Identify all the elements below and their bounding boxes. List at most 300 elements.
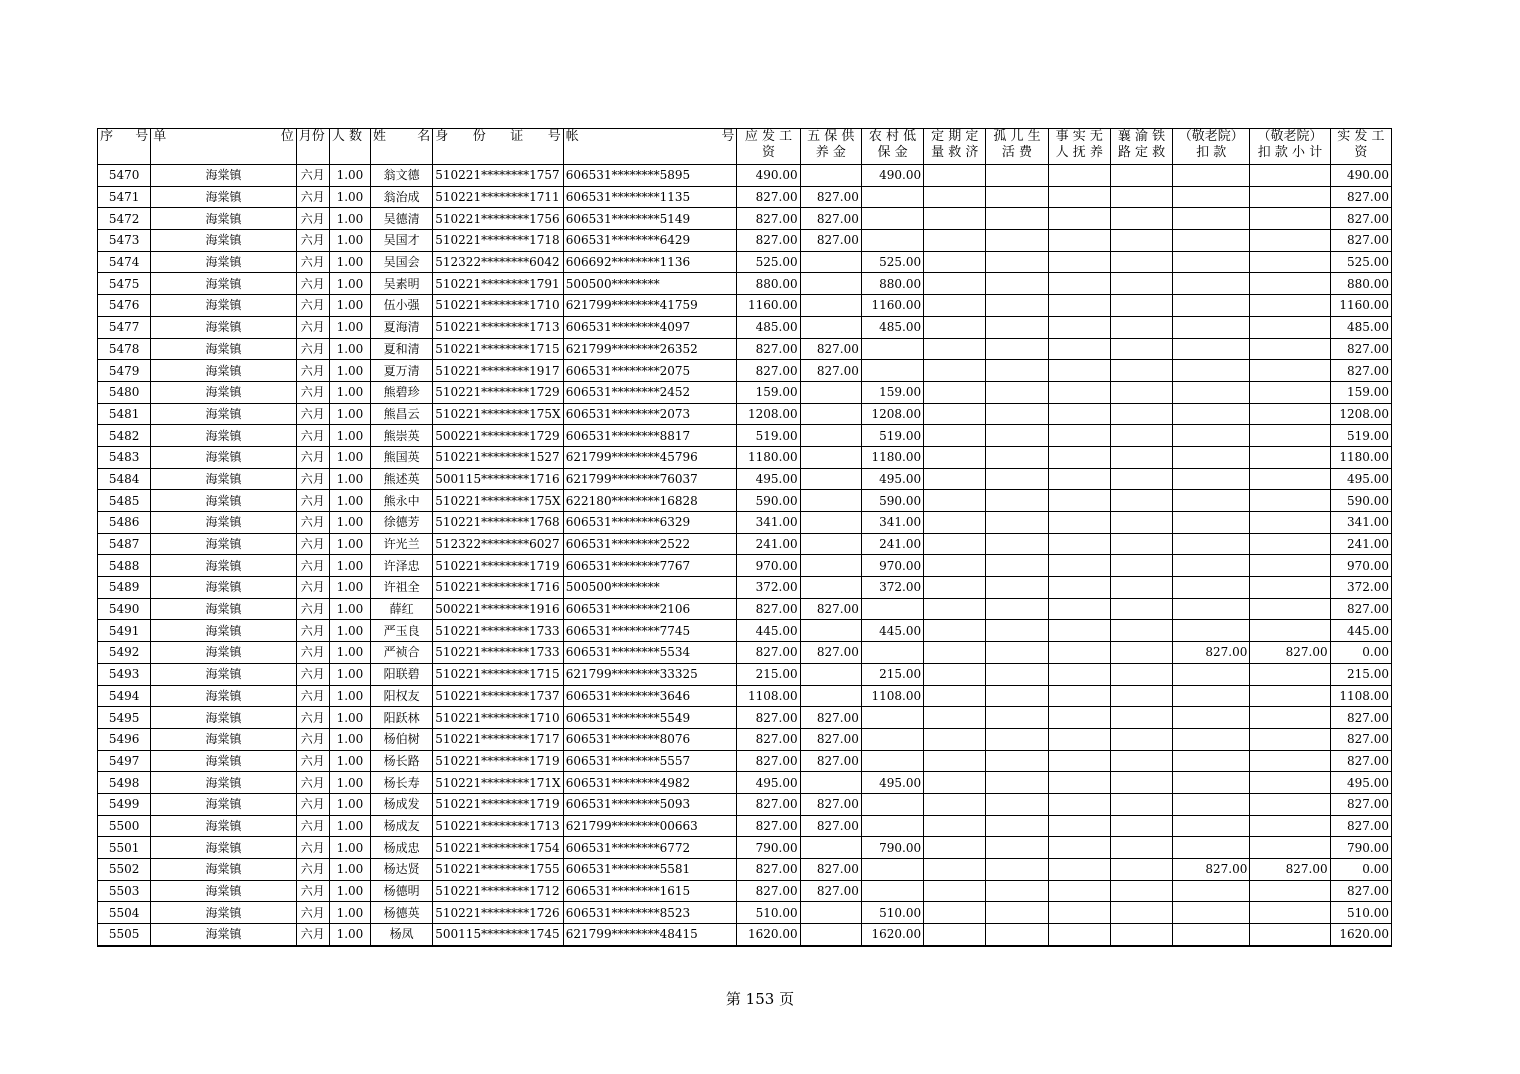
table-row: [98, 663, 1392, 685]
cell-net: 827.00: [1330, 880, 1391, 902]
cell-name: 杨长路: [371, 750, 433, 772]
cell-net: 1620.00: [1330, 924, 1391, 946]
cell-month: 六月: [296, 403, 329, 425]
cell-wubao: 827.00: [800, 338, 861, 360]
cell-idcard: 510221********1757: [433, 165, 564, 187]
cell-unit: 海棠镇: [151, 750, 297, 772]
cell-idcard: 510221********1717: [433, 728, 564, 750]
cell-due: 880.00: [737, 273, 800, 295]
cell-idcard: 510221********1719: [433, 750, 564, 772]
header-row: [98, 129, 1392, 165]
cell-jl-sub: [1250, 338, 1330, 360]
cell-jl-sub: [1250, 295, 1330, 317]
cell-shishi: [1048, 446, 1110, 468]
cell-dingqi: [924, 533, 986, 555]
cell-seq: 5497: [98, 750, 151, 772]
table-row: [98, 620, 1392, 642]
cell-unit: 海棠镇: [151, 468, 297, 490]
cell-shishi: [1048, 642, 1110, 664]
cell-month: 六月: [296, 316, 329, 338]
cell-shishi: [1048, 490, 1110, 512]
table-row: [98, 295, 1392, 317]
cell-wubao: 827.00: [800, 360, 861, 382]
cell-seq: 5501: [98, 837, 151, 859]
cell-unit: 海棠镇: [151, 316, 297, 338]
cell-seq: 5505: [98, 924, 151, 946]
cell-shishi: [1048, 685, 1110, 707]
cell-wubao: [800, 251, 861, 273]
cell-jl-kou: [1173, 772, 1250, 794]
cell-orphan: [986, 815, 1048, 837]
cell-xiangyu: [1110, 685, 1172, 707]
cell-account: 606531********2106: [563, 598, 737, 620]
cell-net: 827.00: [1330, 707, 1391, 729]
table-row: [98, 707, 1392, 729]
cell-dingqi: [924, 273, 986, 295]
cell-shishi: [1048, 707, 1110, 729]
cell-jl-sub: [1250, 663, 1330, 685]
cell-account: 606531********2452: [563, 381, 737, 403]
cell-seq: 5471: [98, 186, 151, 208]
cell-month: 六月: [296, 273, 329, 295]
cell-count: 1.00: [329, 165, 370, 187]
cell-count: 1.00: [329, 425, 370, 447]
cell-unit: 海棠镇: [151, 555, 297, 577]
cell-account: 606531********5557: [563, 750, 737, 772]
cell-orphan: [986, 338, 1048, 360]
table-row: [98, 230, 1392, 252]
cell-xiangyu: [1110, 468, 1172, 490]
cell-wubao: [800, 381, 861, 403]
cell-shishi: [1048, 533, 1110, 555]
cell-net: 1180.00: [1330, 446, 1391, 468]
cell-jl-sub: [1250, 316, 1330, 338]
cell-dingqi: [924, 642, 986, 664]
cell-net: 590.00: [1330, 490, 1391, 512]
cell-orphan: [986, 750, 1048, 772]
cell-due: 495.00: [737, 468, 800, 490]
cell-idcard: 510221********1733: [433, 642, 564, 664]
cell-dingqi: [924, 772, 986, 794]
cell-shishi: [1048, 880, 1110, 902]
cell-jl-sub: [1250, 577, 1330, 599]
cell-shishi: [1048, 165, 1110, 187]
cell-orphan: [986, 728, 1048, 750]
cell-dibao: [861, 880, 923, 902]
cell-jl-kou: [1173, 902, 1250, 924]
cell-due: 827.00: [737, 230, 800, 252]
cell-unit: 海棠镇: [151, 251, 297, 273]
cell-dibao: 490.00: [861, 165, 923, 187]
cell-unit: 海棠镇: [151, 533, 297, 555]
cell-dibao: [861, 360, 923, 382]
cell-dingqi: [924, 577, 986, 599]
cell-wubao: 827.00: [800, 230, 861, 252]
cell-net: 1108.00: [1330, 685, 1391, 707]
cell-month: 六月: [296, 208, 329, 230]
cell-jl-kou: [1173, 186, 1250, 208]
cell-name: 严祯合: [371, 642, 433, 664]
cell-month: 六月: [296, 815, 329, 837]
cell-net: 372.00: [1330, 577, 1391, 599]
cell-idcard: 510221********1737: [433, 685, 564, 707]
cell-name: 翁文德: [371, 165, 433, 187]
cell-shishi: [1048, 837, 1110, 859]
cell-jl-kou: [1173, 338, 1250, 360]
cell-due: 1208.00: [737, 403, 800, 425]
cell-jl-kou: [1173, 403, 1250, 425]
cell-count: 1.00: [329, 490, 370, 512]
cell-dibao: [861, 186, 923, 208]
cell-dibao: [861, 793, 923, 815]
cell-dibao: 495.00: [861, 772, 923, 794]
cell-unit: 海棠镇: [151, 685, 297, 707]
cell-dibao: 495.00: [861, 468, 923, 490]
cell-idcard: 510221********1756: [433, 208, 564, 230]
cell-jl-sub: [1250, 707, 1330, 729]
cell-unit: 海棠镇: [151, 512, 297, 534]
cell-dibao: [861, 859, 923, 881]
cell-unit: 海棠镇: [151, 446, 297, 468]
cell-due: 827.00: [737, 707, 800, 729]
cell-shishi: [1048, 403, 1110, 425]
cell-unit: 海棠镇: [151, 728, 297, 750]
cell-net: 241.00: [1330, 533, 1391, 555]
cell-net: 827.00: [1330, 186, 1391, 208]
cell-net: 827.00: [1330, 598, 1391, 620]
cell-name: 杨长寿: [371, 772, 433, 794]
cell-count: 1.00: [329, 186, 370, 208]
cell-dibao: [861, 728, 923, 750]
cell-account: 621799********41759: [563, 295, 737, 317]
cell-xiangyu: [1110, 837, 1172, 859]
cell-jl-sub: [1250, 230, 1330, 252]
cell-idcard: 510221********175X: [433, 490, 564, 512]
cell-dingqi: [924, 685, 986, 707]
cell-dingqi: [924, 446, 986, 468]
cell-dibao: 1108.00: [861, 685, 923, 707]
cell-month: 六月: [296, 446, 329, 468]
cell-jl-sub: [1250, 598, 1330, 620]
cell-wubao: [800, 555, 861, 577]
cell-due: 827.00: [737, 208, 800, 230]
cell-month: 六月: [296, 620, 329, 642]
cell-idcard: 510221********1726: [433, 902, 564, 924]
cell-dingqi: [924, 598, 986, 620]
cell-net: 519.00: [1330, 425, 1391, 447]
table-row: [98, 490, 1392, 512]
cell-unit: 海棠镇: [151, 663, 297, 685]
cell-net: 495.00: [1330, 468, 1391, 490]
cell-idcard: 510221********1712: [433, 880, 564, 902]
cell-count: 1.00: [329, 381, 370, 403]
table-row: [98, 360, 1392, 382]
cell-xiangyu: [1110, 859, 1172, 881]
cell-month: 六月: [296, 750, 329, 772]
cell-unit: 海棠镇: [151, 403, 297, 425]
cell-account: 621799********33325: [563, 663, 737, 685]
cell-dibao: 341.00: [861, 512, 923, 534]
table-row: [98, 577, 1392, 599]
cell-xiangyu: [1110, 165, 1172, 187]
cell-idcard: 512322********6027: [433, 533, 564, 555]
cell-jl-kou: [1173, 208, 1250, 230]
cell-account: 606531********1615: [563, 880, 737, 902]
cell-month: 六月: [296, 728, 329, 750]
cell-jl-sub: [1250, 685, 1330, 707]
cell-idcard: 510221********1715: [433, 663, 564, 685]
cell-jl-sub: [1250, 555, 1330, 577]
cell-count: 1.00: [329, 512, 370, 534]
cell-unit: 海棠镇: [151, 381, 297, 403]
cell-orphan: [986, 468, 1048, 490]
cell-orphan: [986, 533, 1048, 555]
cell-name: 杨成发: [371, 793, 433, 815]
cell-idcard: 510221********1733: [433, 620, 564, 642]
cell-account: 606531********8076: [563, 728, 737, 750]
cell-count: 1.00: [329, 924, 370, 946]
cell-account: 606531********1135: [563, 186, 737, 208]
cell-unit: 海棠镇: [151, 793, 297, 815]
cell-jl-sub: [1250, 186, 1330, 208]
cell-net: 1160.00: [1330, 295, 1391, 317]
cell-wubao: [800, 837, 861, 859]
cell-wubao: [800, 902, 861, 924]
cell-account: 606531********3646: [563, 685, 737, 707]
table-row: [98, 555, 1392, 577]
cell-name: 杨凤: [371, 924, 433, 946]
cell-xiangyu: [1110, 381, 1172, 403]
cell-account: 606531********4982: [563, 772, 737, 794]
cell-xiangyu: [1110, 186, 1172, 208]
cell-wubao: 827.00: [800, 707, 861, 729]
cell-dingqi: [924, 468, 986, 490]
cell-name: 熊碧珍: [371, 381, 433, 403]
cell-name: 许祖全: [371, 577, 433, 599]
cell-unit: 海棠镇: [151, 295, 297, 317]
payroll-table: [97, 128, 1392, 947]
header-dingqi: 定 期 定 量 救 济: [924, 129, 986, 165]
cell-dingqi: [924, 793, 986, 815]
cell-jl-kou: [1173, 685, 1250, 707]
cell-orphan: [986, 381, 1048, 403]
cell-seq: 5494: [98, 685, 151, 707]
cell-account: 606531********2073: [563, 403, 737, 425]
cell-net: 159.00: [1330, 381, 1391, 403]
cell-name: 夏海清: [371, 316, 433, 338]
cell-jl-kou: [1173, 316, 1250, 338]
table-row: [98, 208, 1392, 230]
cell-due: 827.00: [737, 186, 800, 208]
cell-jl-kou: [1173, 663, 1250, 685]
cell-wubao: [800, 165, 861, 187]
cell-wubao: 827.00: [800, 642, 861, 664]
cell-idcard: 500221********1916: [433, 598, 564, 620]
table-row: [98, 902, 1392, 924]
cell-account: 606531********5895: [563, 165, 737, 187]
header-seq: 序 号: [98, 129, 151, 165]
cell-name: 杨达贤: [371, 859, 433, 881]
cell-count: 1.00: [329, 642, 370, 664]
cell-unit: 海棠镇: [151, 360, 297, 382]
cell-dingqi: [924, 902, 986, 924]
cell-month: 六月: [296, 642, 329, 664]
cell-wubao: 827.00: [800, 208, 861, 230]
cell-shishi: [1048, 663, 1110, 685]
table-row: [98, 425, 1392, 447]
cell-jl-kou: [1173, 468, 1250, 490]
cell-month: 六月: [296, 663, 329, 685]
cell-net: 510.00: [1330, 902, 1391, 924]
cell-jl-sub: [1250, 750, 1330, 772]
cell-orphan: [986, 837, 1048, 859]
cell-idcard: 510221********1715: [433, 338, 564, 360]
table-row: [98, 381, 1392, 403]
cell-month: 六月: [296, 360, 329, 382]
cell-due: 525.00: [737, 251, 800, 273]
cell-net: 495.00: [1330, 772, 1391, 794]
cell-unit: 海棠镇: [151, 338, 297, 360]
table-row: [98, 251, 1392, 273]
cell-count: 1.00: [329, 533, 370, 555]
cell-month: 六月: [296, 338, 329, 360]
cell-seq: 5489: [98, 577, 151, 599]
cell-count: 1.00: [329, 685, 370, 707]
cell-due: 827.00: [737, 642, 800, 664]
cell-xiangyu: [1110, 793, 1172, 815]
cell-orphan: [986, 772, 1048, 794]
cell-dibao: 1620.00: [861, 924, 923, 946]
cell-account: 606531********7767: [563, 555, 737, 577]
table-row: [98, 837, 1392, 859]
cell-orphan: [986, 273, 1048, 295]
cell-orphan: [986, 663, 1048, 685]
cell-due: 372.00: [737, 577, 800, 599]
cell-net: 827.00: [1330, 750, 1391, 772]
cell-seq: 5478: [98, 338, 151, 360]
cell-jl-kou: [1173, 360, 1250, 382]
cell-xiangyu: [1110, 924, 1172, 946]
cell-idcard: 510221********175X: [433, 403, 564, 425]
cell-net: 970.00: [1330, 555, 1391, 577]
cell-name: 熊国英: [371, 446, 433, 468]
cell-net: 525.00: [1330, 251, 1391, 273]
cell-orphan: [986, 924, 1048, 946]
cell-wubao: [800, 446, 861, 468]
cell-name: 杨成忠: [371, 837, 433, 859]
cell-month: 六月: [296, 598, 329, 620]
cell-unit: 海棠镇: [151, 598, 297, 620]
cell-jl-kou: [1173, 251, 1250, 273]
cell-jl-kou: [1173, 598, 1250, 620]
cell-xiangyu: [1110, 663, 1172, 685]
cell-xiangyu: [1110, 620, 1172, 642]
cell-month: 六月: [296, 381, 329, 403]
cell-count: 1.00: [329, 208, 370, 230]
cell-seq: 5480: [98, 381, 151, 403]
cell-name: 阳跃林: [371, 707, 433, 729]
cell-dingqi: [924, 859, 986, 881]
cell-shishi: [1048, 338, 1110, 360]
cell-dibao: 445.00: [861, 620, 923, 642]
cell-idcard: 500115********1745: [433, 924, 564, 946]
cell-jl-sub: [1250, 772, 1330, 794]
cell-idcard: 510221********1755: [433, 859, 564, 881]
cell-orphan: [986, 295, 1048, 317]
cell-orphan: [986, 577, 1048, 599]
cell-orphan: [986, 186, 1048, 208]
cell-jl-sub: [1250, 403, 1330, 425]
table-row: [98, 165, 1392, 187]
cell-dibao: 1208.00: [861, 403, 923, 425]
cell-xiangyu: [1110, 360, 1172, 382]
cell-shishi: [1048, 468, 1110, 490]
cell-idcard: 510221********1719: [433, 793, 564, 815]
cell-unit: 海棠镇: [151, 707, 297, 729]
cell-due: 1620.00: [737, 924, 800, 946]
cell-due: 827.00: [737, 793, 800, 815]
cell-jl-sub: [1250, 902, 1330, 924]
cell-orphan: [986, 642, 1048, 664]
cell-month: 六月: [296, 924, 329, 946]
cell-shishi: [1048, 425, 1110, 447]
table-row: [98, 338, 1392, 360]
cell-jl-kou: [1173, 620, 1250, 642]
cell-account: 621799********76037: [563, 468, 737, 490]
cell-idcard: 510221********1729: [433, 381, 564, 403]
cell-count: 1.00: [329, 598, 370, 620]
table-row: [98, 772, 1392, 794]
cell-due: 1180.00: [737, 446, 800, 468]
cell-unit: 海棠镇: [151, 230, 297, 252]
cell-month: 六月: [296, 772, 329, 794]
cell-seq: 5487: [98, 533, 151, 555]
cell-seq: 5479: [98, 360, 151, 382]
cell-net: 485.00: [1330, 316, 1391, 338]
cell-due: 495.00: [737, 772, 800, 794]
cell-xiangyu: [1110, 230, 1172, 252]
cell-orphan: [986, 598, 1048, 620]
cell-jl-kou: [1173, 750, 1250, 772]
cell-dingqi: [924, 230, 986, 252]
cell-count: 1.00: [329, 446, 370, 468]
cell-account: 606531********4097: [563, 316, 737, 338]
cell-dibao: 525.00: [861, 251, 923, 273]
cell-net: 827.00: [1330, 338, 1391, 360]
header-dibao: 农 村 低 保 金: [861, 129, 923, 165]
cell-shishi: [1048, 230, 1110, 252]
cell-xiangyu: [1110, 425, 1172, 447]
cell-count: 1.00: [329, 338, 370, 360]
cell-seq: 5486: [98, 512, 151, 534]
cell-account: 621799********45796: [563, 446, 737, 468]
cell-dingqi: [924, 403, 986, 425]
cell-xiangyu: [1110, 815, 1172, 837]
cell-seq: 5502: [98, 859, 151, 881]
table-row: [98, 316, 1392, 338]
cell-month: 六月: [296, 512, 329, 534]
cell-due: 490.00: [737, 165, 800, 187]
cell-jl-sub: 827.00: [1250, 642, 1330, 664]
cell-unit: 海棠镇: [151, 902, 297, 924]
cell-dingqi: [924, 251, 986, 273]
cell-net: 790.00: [1330, 837, 1391, 859]
cell-net: 880.00: [1330, 273, 1391, 295]
cell-idcard: 510221********1719: [433, 555, 564, 577]
cell-net: 215.00: [1330, 663, 1391, 685]
cell-count: 1.00: [329, 902, 370, 924]
cell-dibao: 159.00: [861, 381, 923, 403]
